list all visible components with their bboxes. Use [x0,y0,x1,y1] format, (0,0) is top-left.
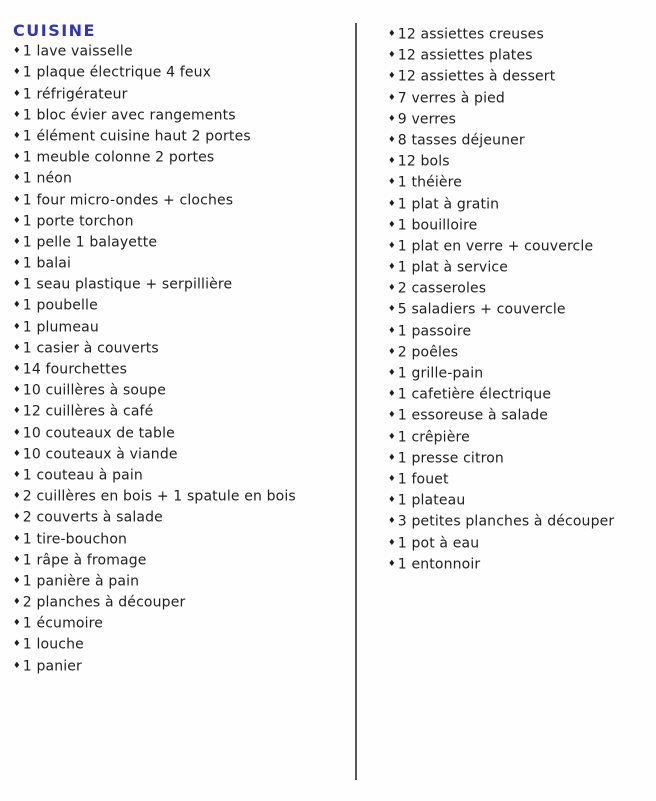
list-item [13,41,348,62]
list-item [13,380,348,401]
item-text: 1 plaque électrique 4 feux [22,64,212,81]
list-item [13,465,348,486]
diamond-bullet-icon: ♦ [13,130,21,141]
list-item [388,66,650,87]
item-text: 2 poêles [397,344,459,361]
list-item [13,571,348,592]
list-item [13,232,348,253]
diamond-bullet-icon: ♦ [13,67,21,78]
item-text: 1 néon [22,170,72,187]
list-item [388,384,650,405]
diamond-bullet-icon: ♦ [13,639,21,650]
diamond-bullet-icon: ♦ [388,304,396,315]
left-column [13,20,348,677]
list-item [13,634,348,655]
diamond-bullet-icon: ♦ [388,368,396,378]
diamond-bullet-icon: ♦ [388,240,396,251]
diamond-bullet-icon: ♦ [388,495,396,506]
diamond-bullet-icon: ♦ [388,92,396,103]
item-text: 1 réfrigérateur [22,86,128,103]
diamond-bullet-icon: ♦ [13,597,21,608]
list-item [13,211,348,232]
item-text: 1 panier [22,658,82,675]
diamond-bullet-icon: ♦ [13,215,21,226]
diamond-bullet-icon: ♦ [388,134,396,145]
diamond-bullet-icon: ♦ [13,469,21,480]
item-text: 1 plumeau [22,319,99,336]
diamond-bullet-icon: ♦ [13,321,21,332]
item-text: 10 couteaux à viande [22,446,178,463]
item-text: 1 louche [22,636,84,653]
list-item [13,613,348,634]
list-item [13,529,348,550]
diamond-bullet-icon: ♦ [388,389,396,400]
list-item [13,444,348,465]
item-text: 1 pot à eau [397,535,480,551]
list-item [13,338,348,359]
diamond-bullet-icon: ♦ [13,236,21,247]
diamond-bullet-icon: ♦ [13,575,21,586]
list-item [388,109,650,130]
item-text: 1 porte torchon [22,213,134,230]
item-text: 1 crêpière [397,429,470,446]
diamond-bullet-icon: ♦ [388,113,396,124]
diamond-bullet-icon: ♦ [13,385,21,396]
item-text: 1 entonnoir [397,556,481,573]
list-item [13,253,348,274]
list-item [388,130,650,151]
list-item [388,490,650,511]
list-item [13,507,348,528]
item-text: 12 bols [397,153,450,170]
item-text: 1 râpe à fromage [22,552,147,569]
item-text: 9 verres [397,111,457,128]
list-item [388,151,650,172]
diamond-bullet-icon: ♦ [388,431,396,442]
item-text: 2 casseroles [397,280,487,297]
list-item [388,469,650,490]
item-text: 1 seau plastique + serpillière [22,276,233,293]
list-item [388,363,650,384]
item-text: 1 élément cuisine haut 2 portes [22,128,251,145]
diamond-bullet-icon: ♦ [388,50,396,61]
list-item [13,592,348,613]
diamond-bullet-icon: ♦ [388,71,396,82]
diamond-bullet-icon: ♦ [13,46,21,57]
list-item [388,88,650,109]
list-item [13,295,348,316]
diamond-bullet-icon: ♦ [388,198,396,209]
diamond-bullet-icon: ♦ [13,554,21,565]
diamond-bullet-icon: ♦ [13,152,21,163]
list-item [388,299,650,320]
list-item [13,401,348,422]
list-item [13,105,348,126]
diamond-bullet-icon: ♦ [388,283,396,294]
item-text: 1 casier à couverts [22,340,159,357]
diamond-bullet-icon: ♦ [388,156,396,167]
right-column [388,24,650,575]
list-item [13,84,348,105]
list-item [13,656,348,677]
list-item [388,172,650,193]
item-text: 1 presse citron [397,450,504,467]
item-text: 1 four micro-ondes + cloches [22,192,234,209]
list-item [13,168,348,189]
item-text: 14 fourchettes [22,361,128,378]
list-item [13,423,348,444]
item-text: 1 bloc évier avec rangements [22,107,236,124]
item-text: 10 couteaux de table [22,425,175,442]
diamond-bullet-icon: ♦ [388,452,396,463]
item-text: 3 petites planches à découper [397,513,615,530]
item-text: 1 meuble colonne 2 portes [22,149,215,166]
diamond-bullet-icon: ♦ [13,618,21,629]
diamond-bullet-icon: ♦ [388,537,396,548]
list-item [13,550,348,571]
diamond-bullet-icon: ♦ [13,491,21,502]
list-item [388,427,650,448]
list-item [13,359,348,380]
item-text: 10 cuillères à soupe [22,382,166,399]
diamond-bullet-icon: ♦ [388,516,396,527]
list-item [388,236,650,257]
item-text: 1 bouilloire [397,217,478,234]
diamond-bullet-icon: ♦ [13,512,21,523]
diamond-bullet-icon: ♦ [388,473,396,484]
item-text: 1 passoire [397,323,472,340]
item-text: 1 plat à service [397,259,509,276]
diamond-bullet-icon: ♦ [13,300,21,311]
item-text: 1 panière à pain [22,573,140,590]
item-text: 1 lave vaisselle [22,43,133,60]
list-item [13,190,348,211]
list-item [13,486,348,507]
list-item [388,257,650,278]
item-text: 7 verres à pied [397,90,505,107]
diamond-bullet-icon: ♦ [13,342,21,353]
list-item [13,62,348,83]
item-text: 8 tasses déjeuner [397,132,525,149]
item-text: 2 cuillères en bois + 1 spatule en bois [22,488,296,505]
list-item [388,448,650,469]
diamond-bullet-icon: ♦ [13,88,21,99]
list-item [388,554,650,575]
list-item [388,24,650,45]
list-item [388,405,650,426]
list-item [388,278,650,299]
diamond-bullet-icon: ♦ [13,258,21,269]
diamond-bullet-icon: ♦ [13,109,21,120]
diamond-bullet-icon: ♦ [13,173,21,184]
diamond-bullet-icon: ♦ [13,279,21,290]
diamond-bullet-icon: ♦ [13,660,21,671]
diamond-bullet-icon: ♦ [388,325,396,336]
item-text: 1 plateau [397,492,466,509]
item-text: 12 cuillères à café [22,403,154,420]
item-text: 1 balai [22,255,72,272]
page-title: CUISINE [13,21,96,40]
item-text: 12 assiettes creuses [397,26,544,43]
item-text: 1 écumoire [22,615,103,632]
item-text: 12 assiettes à dessert [397,68,556,85]
list-item [13,274,348,295]
diamond-bullet-icon: ♦ [13,533,21,544]
list-item [13,317,348,338]
item-text: 1 fouet [397,471,449,488]
item-text: 1 plat à gratin [397,196,500,212]
item-text: 1 grille-pain [397,365,484,382]
list-item [388,45,650,66]
diamond-bullet-icon: ♦ [13,448,21,459]
item-text: 2 couverts à salade [22,509,163,526]
diamond-bullet-icon: ♦ [13,406,21,417]
list-item [388,342,650,363]
item-text: 1 couteau à pain [22,467,143,484]
item-text: 1 plat en verre + couvercle [397,238,594,255]
item-text: 1 poubelle [22,297,98,314]
diamond-bullet-icon: ♦ [388,262,396,273]
diamond-bullet-icon: ♦ [388,177,396,188]
diamond-bullet-icon: ♦ [388,219,396,230]
item-text: 1 cafetière électrique [397,386,552,403]
list-item [388,511,650,532]
list-item [388,533,650,554]
item-text: 1 théière [397,174,463,191]
kitchen-equipment-list [13,41,348,677]
item-text: 1 tire-bouchon [22,531,128,548]
list-item [13,147,348,168]
tableware-list [388,24,650,575]
diamond-bullet-icon: ♦ [388,558,396,569]
item-text: 1 pelle 1 balayette [22,234,158,251]
diamond-bullet-icon: ♦ [388,410,396,421]
column-divider-line [355,23,357,780]
diamond-bullet-icon: ♦ [13,194,21,205]
diamond-bullet-icon: ♦ [13,427,21,438]
item-text: 1 essoreuse à salade [397,407,549,424]
item-text: 12 assiettes plates [397,47,533,64]
diamond-bullet-icon: ♦ [388,346,396,357]
list-item [388,215,650,236]
list-item [388,321,650,342]
list-item [13,126,348,147]
diamond-bullet-icon: ♦ [13,364,21,375]
item-text: 2 planches à découper [22,594,186,611]
diamond-bullet-icon: ♦ [388,29,396,39]
list-item [388,194,650,215]
item-text: 5 saladiers + couvercle [397,301,566,318]
